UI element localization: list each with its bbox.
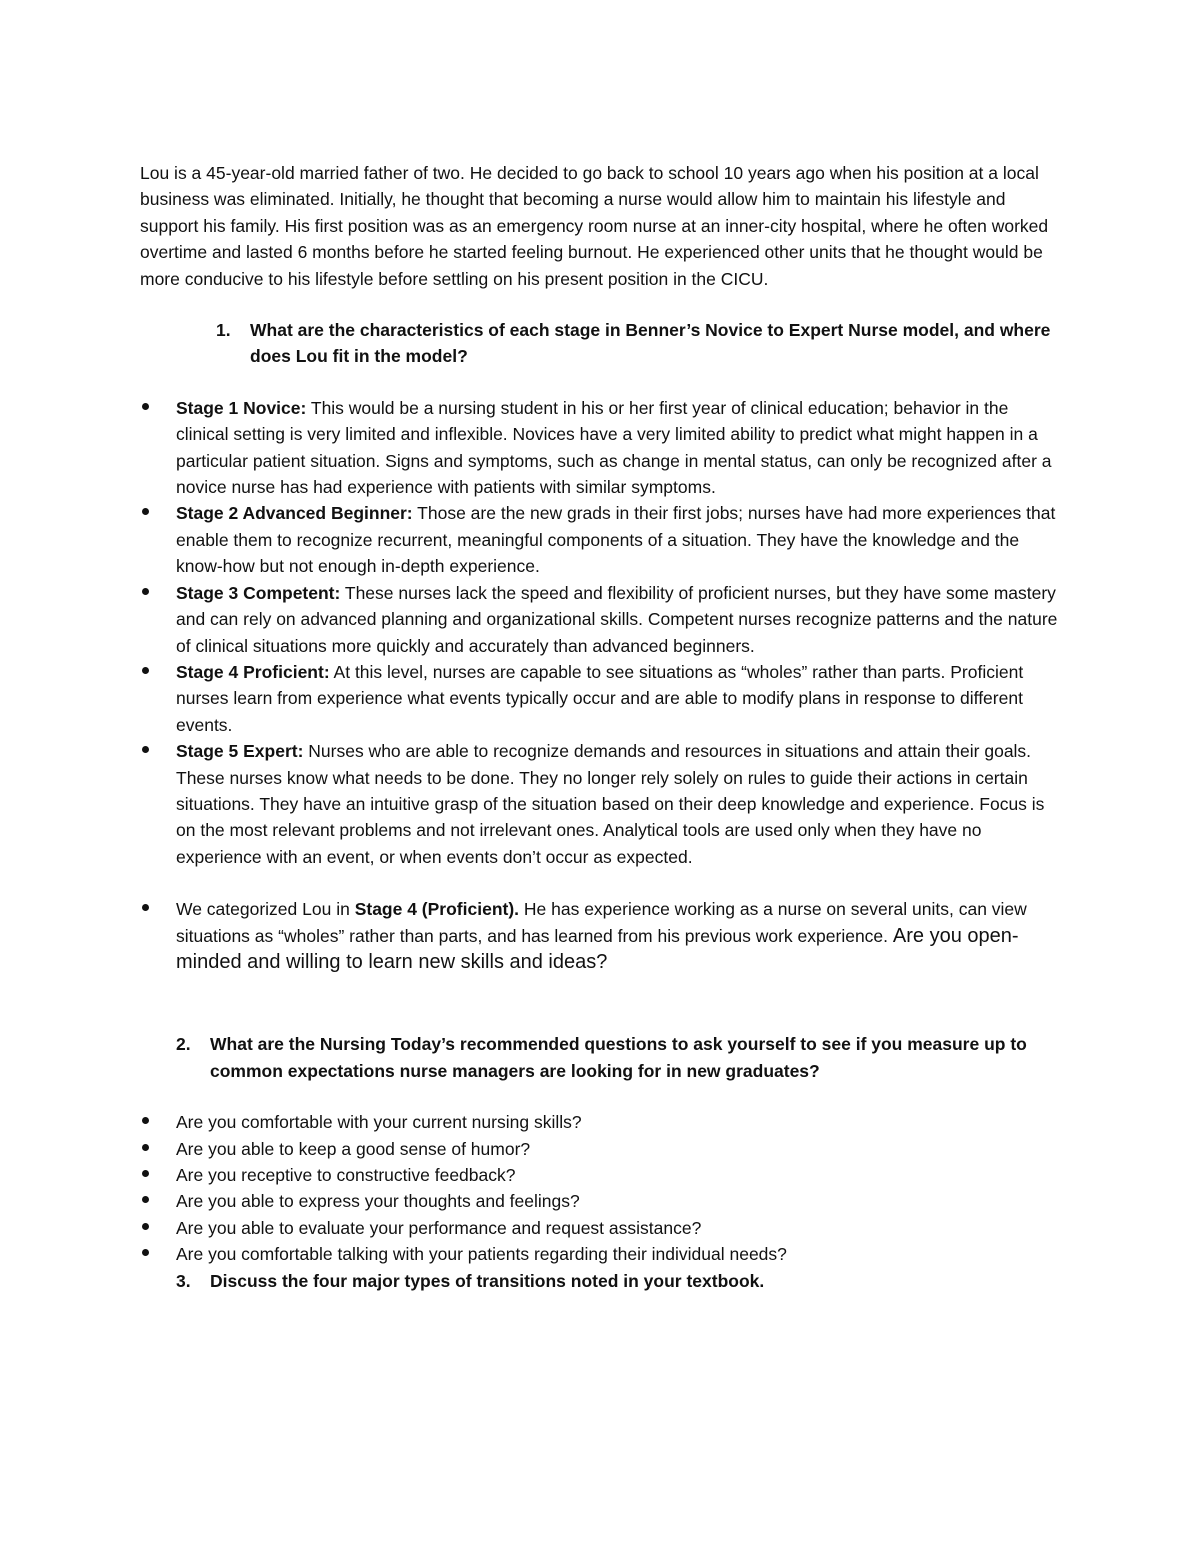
stage-text: Nurses who are able to recognize demands and resources in situations and attain their goals. These nurses know what needs to be done. They no longer rely solely on rules to guide their actions in certain situations. They have an intuitive grasp of the situation based on their deep knowledge and experience. Focus is on the most relevant problems and not irrelevant ones. Analytical tools are used only when they have no experience with an event, or when events don’t occur as expected. <box>176 741 1045 867</box>
list-item <box>140 659 1060 738</box>
bullet-icon <box>142 1144 149 1151</box>
list-item <box>140 580 1060 659</box>
lou-text-pre: We categorized Lou in <box>176 899 355 920</box>
bullet-icon <box>142 1170 149 1177</box>
list-item <box>140 395 1060 501</box>
intro-paragraph: Lou is a 45-year-old married father of two. He decided to go back to school 10 years ago when his position at a local business was eliminated. Initially, he thought that becoming a nurse would allow him to maintain his lifestyle and support his family. His first position was as an emergency room nurse at an inner-city hospital, where he often worked overtime and lasted 6 months before he started feeling burnout. He experienced other units that he thought would be more conducive to his lifestyle before settling on his present position in the CICU. <box>140 163 1049 289</box>
lou-list <box>140 896 1060 975</box>
stage-text: Those are the new grads in their first jobs; nurses have had more experiences that enable them to recognize recurrent, meaningful components of a situation. They have the knowledge and the know-how but not enough in-depth experience. <box>176 503 1056 577</box>
bullet-icon <box>142 904 149 911</box>
question-1 <box>216 317 1060 370</box>
self-question-list <box>140 1109 1060 1267</box>
bullet-icon <box>142 1223 149 1230</box>
stage-list <box>140 395 1060 870</box>
question-2-number: 2. <box>176 1034 191 1055</box>
list-item <box>140 1215 1060 1241</box>
question-2-text: What are the Nursing Today’s recommended questions to ask yourself to see if you measure up to common expectations nurse managers are looking for in new graduates? <box>210 1034 1027 1081</box>
stage-label: Stage 1 Novice: <box>176 397 307 418</box>
list-item <box>140 1109 1060 1135</box>
question-1-number: 1. <box>216 320 231 341</box>
question-2 <box>176 1031 1060 1084</box>
question-3 <box>176 1268 1060 1294</box>
self-question: Are you able to evaluate your performance and request assistance? <box>176 1217 702 1238</box>
list-item <box>140 738 1060 870</box>
bullet-icon <box>142 1249 149 1256</box>
spacer <box>140 975 1060 1031</box>
lou-stage-bold: Stage 4 (Proficient). <box>354 899 520 920</box>
self-question: Are you able to express your thoughts and feelings? <box>176 1191 580 1212</box>
lou-text-mid: He has experience working as a nurse on several units, can view situations as “wholes” rather than parts, and has learned from his previous work experience. <box>176 899 1027 946</box>
stage-label: Stage 5 Expert: <box>176 741 304 762</box>
bullet-icon <box>142 1117 149 1124</box>
list-item <box>140 896 1060 975</box>
stage-text: These nurses lack the speed and flexibility of proficient nurses, but they have some mastery and can rely on advanced planning and organizational skills. Competent nurses recognize patterns and the nature of clinical situations more quickly and accurately than advanced beginners. <box>176 582 1058 656</box>
list-item <box>140 1241 1060 1267</box>
lou-question: Are you open-minded and willing to learn new skills and ideas? <box>176 924 1019 973</box>
self-question: Are you comfortable talking with your patients regarding their individual needs? <box>176 1244 787 1265</box>
stage-label: Stage 4 Proficient: <box>176 661 330 682</box>
bullet-icon <box>142 1196 149 1203</box>
document-page <box>140 160 1060 1294</box>
bullet-icon <box>142 403 149 410</box>
stage-label: Stage 2 Advanced Beginner: <box>176 503 413 524</box>
stage-text: At this level, nurses are capable to see situations as “wholes” rather than parts. Proficient nurses learn from experience what events typically occur and are able to modify plans in response to different events. <box>176 661 1024 735</box>
list-item <box>140 500 1060 579</box>
list-item <box>140 1162 1060 1188</box>
bullet-icon <box>142 746 149 753</box>
stage-text: This would be a nursing student in his or her first year of clinical education; behavior in the clinical setting is very limited and inflexible. Novices have a very limited ability to predict what might happen in a particular patient situation. Signs and symptoms, such as change in mental status, can only be recognized after a novice nurse has had experience with patients with similar symptoms. <box>176 397 1052 498</box>
bullet-icon <box>142 508 149 515</box>
stage-label: Stage 3 Competent: <box>176 582 341 603</box>
question-3-number: 3. <box>176 1270 191 1291</box>
spacer <box>140 870 1060 896</box>
list-item <box>140 1188 1060 1214</box>
question-3-text: Discuss the four major types of transitions noted in your textbook. <box>210 1270 765 1291</box>
bullet-icon <box>142 588 149 595</box>
list-item <box>140 1136 1060 1162</box>
self-question: Are you receptive to constructive feedback? <box>176 1165 516 1185</box>
bullet-icon <box>142 667 149 674</box>
question-1-text: What are the characteristics of each stage in Benner’s Novice to Expert Nurse model, and where does Lou fit in the model? <box>250 320 1051 367</box>
self-question: Are you comfortable with your current nursing skills? <box>176 1112 582 1133</box>
self-question: Are you able to keep a good sense of humor? <box>176 1138 531 1159</box>
